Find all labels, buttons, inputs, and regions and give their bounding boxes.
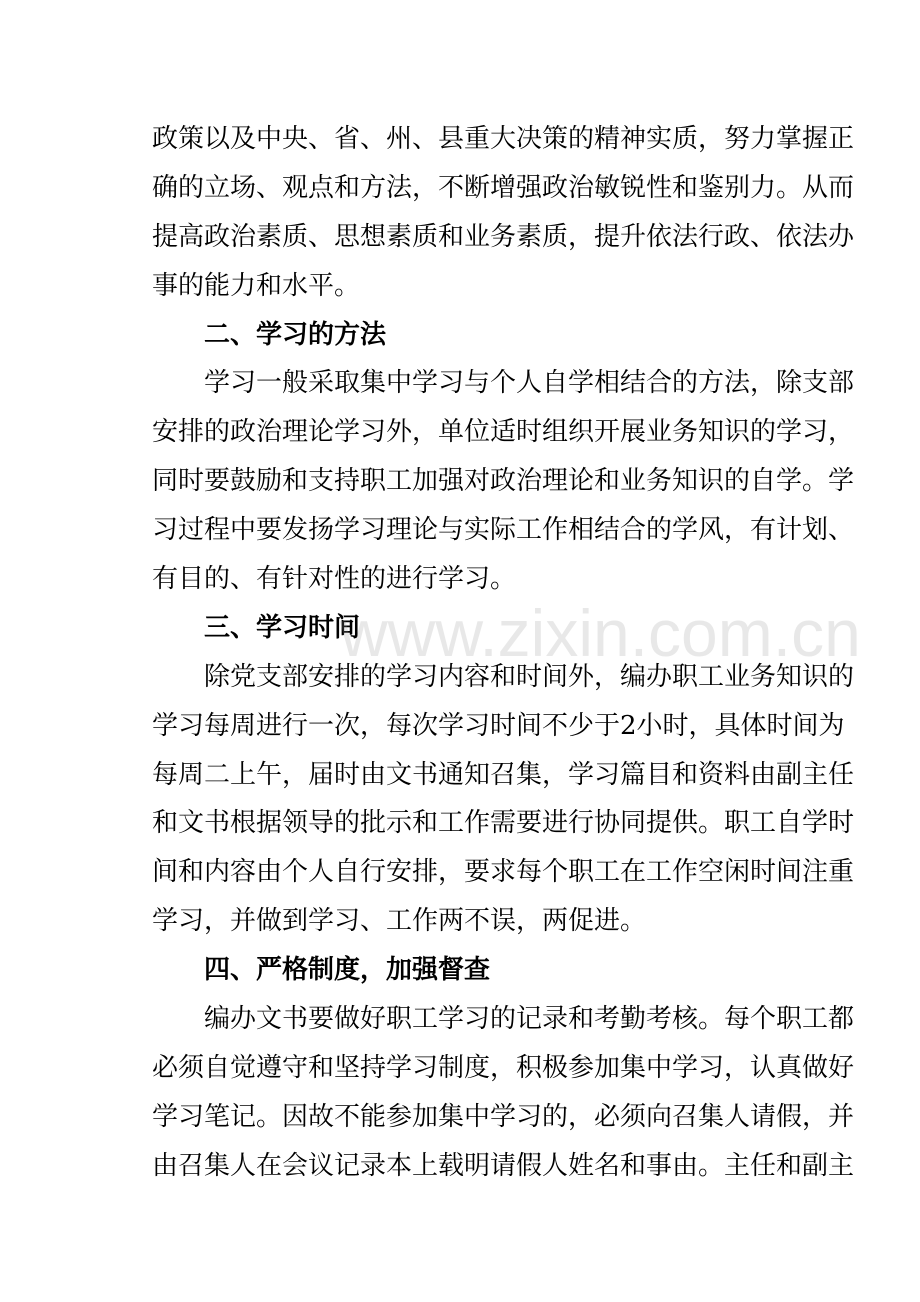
paragraph-line: 由召集人在会议记录本上载明请假人姓名和事由。主任和副主 xyxy=(152,1150,855,1181)
paragraph-line: 习过程中要发扬学习理论与实际工作相结合的学风，有计划、 xyxy=(152,515,855,546)
document-body xyxy=(152,115,855,1191)
paragraph-line: 学习，并做到学习、工作两不误，两促进。 xyxy=(152,906,647,937)
section-heading: 二、学习的方法 xyxy=(204,319,387,350)
paragraph-line: 学习笔记。因故不能参加集中学习的，必须向召集人请假，并 xyxy=(152,1101,855,1132)
paragraph-line: 和文书根据领导的批示和工作需要进行协同提供。职工自学时 xyxy=(152,808,855,839)
paragraph-line: 确的立场、观点和方法，不断增强政治敏锐性和鉴别力。从而 xyxy=(152,172,855,203)
paragraph-line: 安排的政治理论学习外，单位适时组织开展业务知识的学习， xyxy=(152,417,855,448)
section-heading: 三、学习时间 xyxy=(204,612,361,643)
paragraph-line: 必须自觉遵守和坚持学习制度，积极参加集中学习，认真做好 xyxy=(152,1052,855,1083)
section-heading: 四、严格制度，加强督查 xyxy=(204,955,491,986)
paragraph-line: 每周二上午，届时由文书通知召集，学习篇目和资料由副主任 xyxy=(152,759,855,790)
paragraph-line: 提高政治素质、思想素质和业务素质，提升依法行政、依法办 xyxy=(152,221,855,252)
paragraph-line: 政策以及中央、省、州、县重大决策的精神实质，努力掌握正 xyxy=(152,124,855,154)
paragraph-line: 同时要鼓励和支持职工加强对政治理论和业务知识的自学。学 xyxy=(152,466,855,497)
paragraph-line: 编办文书要做好职工学习的记录和考勤考核。每个职工都 xyxy=(204,1004,855,1035)
paragraph-line: 有目的、有针对性的进行学习。 xyxy=(152,564,517,595)
paragraph-line: 事的能力和水平。 xyxy=(152,270,361,301)
paragraph-line: 间和内容由个人自行安排，要求每个职工在工作空闲时间注重 xyxy=(152,857,855,888)
watermark: www.zixin.com.cn xyxy=(340,596,861,670)
paragraph-line: 学习一般采取集中学习与个人自学相结合的方法，除支部 xyxy=(204,368,855,399)
paragraph-line: 学习每周进行一次，每次学习时间不少于2小时，具体时间为 xyxy=(152,710,845,741)
paragraph-line: 除党支部安排的学习内容和时间外，编办职工业务知识的 xyxy=(204,661,855,692)
